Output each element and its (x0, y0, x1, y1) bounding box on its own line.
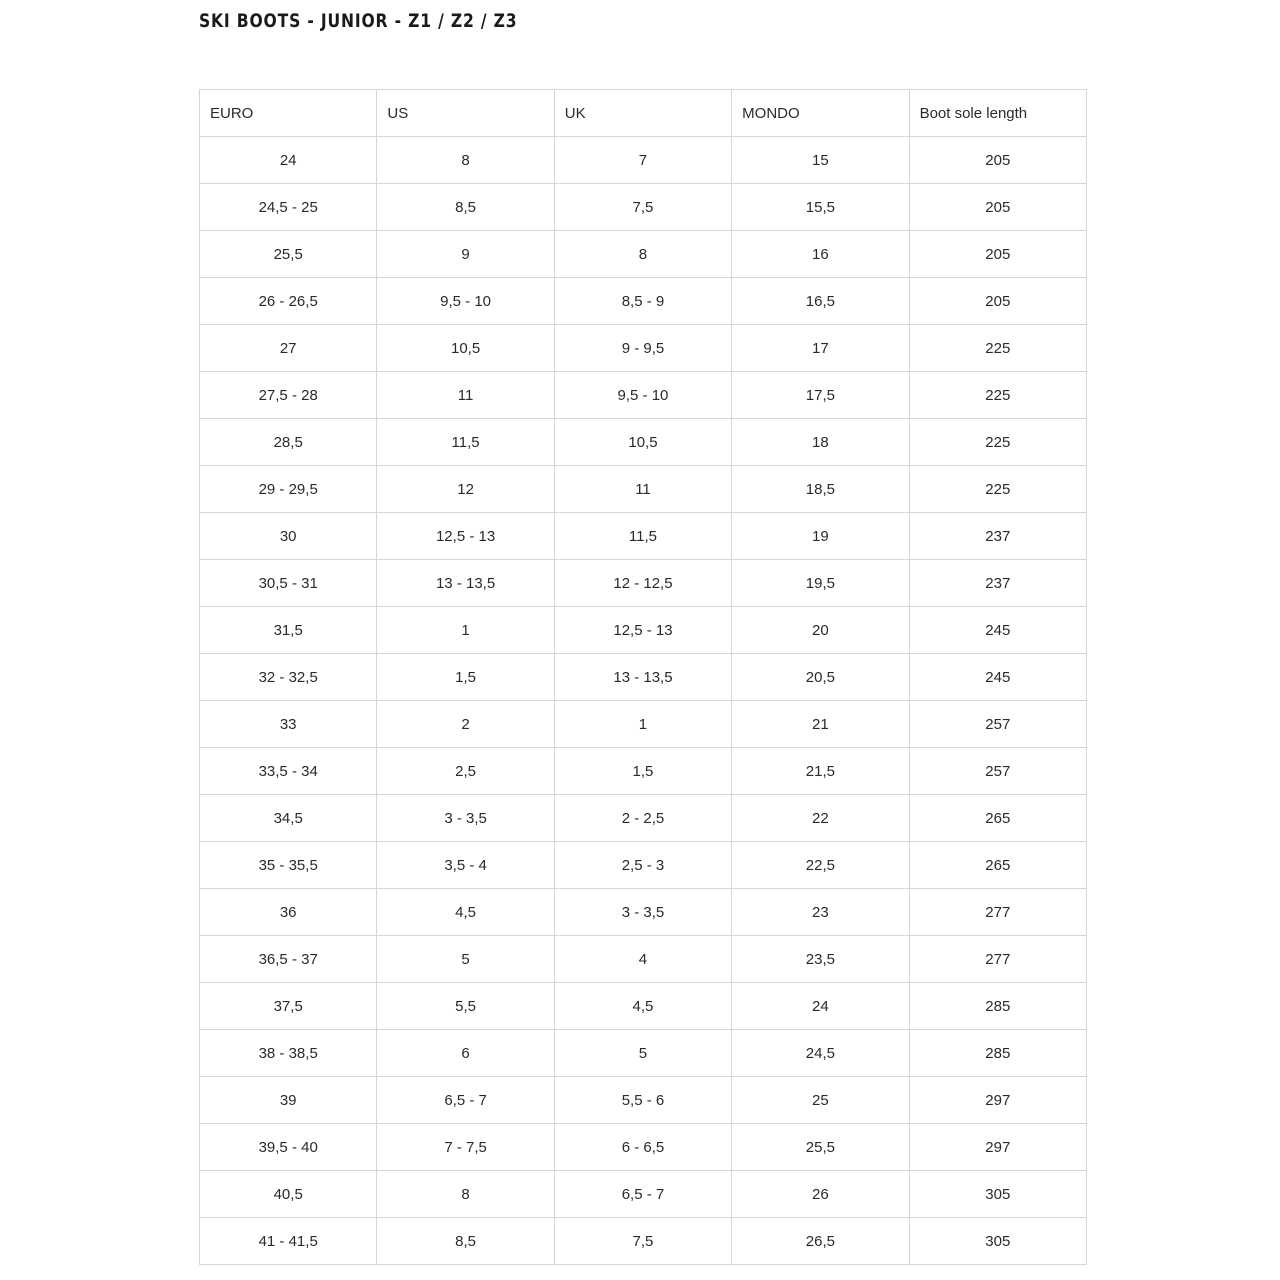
cell-uk: 7,5 (554, 184, 731, 231)
cell-mondo: 15 (732, 137, 909, 184)
header-mondo: MONDO (732, 90, 909, 137)
cell-us: 1,5 (377, 654, 554, 701)
cell-us: 8 (377, 1171, 554, 1218)
cell-uk: 4 (554, 936, 731, 983)
cell-euro: 40,5 (200, 1171, 377, 1218)
cell-euro: 36 (200, 889, 377, 936)
cell-uk: 2 - 2,5 (554, 795, 731, 842)
cell-boot-sole-length: 225 (909, 325, 1086, 372)
cell-mondo: 24 (732, 983, 909, 1030)
cell-us: 1 (377, 607, 554, 654)
cell-mondo: 18 (732, 419, 909, 466)
cell-mondo: 16,5 (732, 278, 909, 325)
table-row (200, 748, 1087, 795)
cell-euro: 30 (200, 513, 377, 560)
table-row (200, 184, 1087, 231)
cell-euro: 29 - 29,5 (200, 466, 377, 513)
cell-us: 12 (377, 466, 554, 513)
cell-euro: 33 (200, 701, 377, 748)
cell-uk: 8 (554, 231, 731, 278)
table-row (200, 1030, 1087, 1077)
table-row (200, 607, 1087, 654)
cell-uk: 3 - 3,5 (554, 889, 731, 936)
cell-us: 3,5 - 4 (377, 842, 554, 889)
cell-uk: 11 (554, 466, 731, 513)
cell-uk: 1 (554, 701, 731, 748)
cell-boot-sole-length: 305 (909, 1218, 1086, 1265)
cell-boot-sole-length: 205 (909, 278, 1086, 325)
cell-us: 12,5 - 13 (377, 513, 554, 560)
cell-euro: 24 (200, 137, 377, 184)
cell-mondo: 17,5 (732, 372, 909, 419)
cell-boot-sole-length: 245 (909, 654, 1086, 701)
cell-euro: 28,5 (200, 419, 377, 466)
cell-boot-sole-length: 245 (909, 607, 1086, 654)
cell-boot-sole-length: 257 (909, 748, 1086, 795)
cell-euro: 37,5 (200, 983, 377, 1030)
cell-boot-sole-length: 225 (909, 419, 1086, 466)
table-header-row (200, 90, 1087, 137)
cell-us: 4,5 (377, 889, 554, 936)
table-row (200, 795, 1087, 842)
cell-us: 8,5 (377, 1218, 554, 1265)
table-row (200, 137, 1087, 184)
header-boot-sole-length: Boot sole length (909, 90, 1086, 137)
cell-mondo: 22,5 (732, 842, 909, 889)
cell-euro: 30,5 - 31 (200, 560, 377, 607)
page-title: SKI BOOTS - JUNIOR - Z1 / Z2 / Z3 (199, 10, 518, 32)
cell-boot-sole-length: 265 (909, 842, 1086, 889)
cell-us: 2,5 (377, 748, 554, 795)
table-row (200, 1218, 1087, 1265)
cell-boot-sole-length: 277 (909, 889, 1086, 936)
cell-mondo: 20,5 (732, 654, 909, 701)
cell-us: 11,5 (377, 419, 554, 466)
cell-us: 8,5 (377, 184, 554, 231)
table-row (200, 560, 1087, 607)
table-row (200, 701, 1087, 748)
table-row (200, 278, 1087, 325)
cell-boot-sole-length: 305 (909, 1171, 1086, 1218)
table-row (200, 1171, 1087, 1218)
header-us: US (377, 90, 554, 137)
table-row (200, 513, 1087, 560)
cell-mondo: 21 (732, 701, 909, 748)
cell-uk: 2,5 - 3 (554, 842, 731, 889)
cell-euro: 33,5 - 34 (200, 748, 377, 795)
cell-us: 9 (377, 231, 554, 278)
cell-mondo: 26 (732, 1171, 909, 1218)
cell-mondo: 21,5 (732, 748, 909, 795)
table-row (200, 231, 1087, 278)
cell-uk: 5,5 - 6 (554, 1077, 731, 1124)
cell-us: 13 - 13,5 (377, 560, 554, 607)
cell-mondo: 20 (732, 607, 909, 654)
cell-mondo: 19 (732, 513, 909, 560)
cell-uk: 6 - 6,5 (554, 1124, 731, 1171)
cell-euro: 26 - 26,5 (200, 278, 377, 325)
cell-uk: 13 - 13,5 (554, 654, 731, 701)
cell-mondo: 23,5 (732, 936, 909, 983)
cell-uk: 7,5 (554, 1218, 731, 1265)
cell-uk: 6,5 - 7 (554, 1171, 731, 1218)
cell-us: 11 (377, 372, 554, 419)
cell-boot-sole-length: 225 (909, 466, 1086, 513)
table-body (200, 137, 1087, 1265)
cell-us: 6,5 - 7 (377, 1077, 554, 1124)
cell-euro: 27,5 - 28 (200, 372, 377, 419)
cell-boot-sole-length: 285 (909, 983, 1086, 1030)
cell-uk: 7 (554, 137, 731, 184)
cell-us: 7 - 7,5 (377, 1124, 554, 1171)
table-row (200, 842, 1087, 889)
cell-uk: 12 - 12,5 (554, 560, 731, 607)
table-row (200, 1124, 1087, 1171)
cell-euro: 36,5 - 37 (200, 936, 377, 983)
cell-euro: 32 - 32,5 (200, 654, 377, 701)
table-row (200, 983, 1087, 1030)
cell-uk: 9,5 - 10 (554, 372, 731, 419)
cell-us: 9,5 - 10 (377, 278, 554, 325)
cell-euro: 39,5 - 40 (200, 1124, 377, 1171)
cell-boot-sole-length: 205 (909, 184, 1086, 231)
cell-us: 10,5 (377, 325, 554, 372)
cell-boot-sole-length: 285 (909, 1030, 1086, 1077)
header-uk: UK (554, 90, 731, 137)
cell-mondo: 15,5 (732, 184, 909, 231)
size-chart-table (199, 89, 1087, 1265)
cell-us: 5,5 (377, 983, 554, 1030)
cell-boot-sole-length: 297 (909, 1077, 1086, 1124)
cell-uk: 5 (554, 1030, 731, 1077)
cell-boot-sole-length: 257 (909, 701, 1086, 748)
cell-mondo: 17 (732, 325, 909, 372)
cell-us: 6 (377, 1030, 554, 1077)
cell-us: 3 - 3,5 (377, 795, 554, 842)
table-row (200, 372, 1087, 419)
cell-uk: 1,5 (554, 748, 731, 795)
cell-euro: 41 - 41,5 (200, 1218, 377, 1265)
table-row (200, 325, 1087, 372)
cell-uk: 10,5 (554, 419, 731, 466)
cell-mondo: 26,5 (732, 1218, 909, 1265)
cell-mondo: 19,5 (732, 560, 909, 607)
cell-us: 5 (377, 936, 554, 983)
cell-boot-sole-length: 277 (909, 936, 1086, 983)
cell-euro: 34,5 (200, 795, 377, 842)
cell-boot-sole-length: 205 (909, 231, 1086, 278)
cell-boot-sole-length: 205 (909, 137, 1086, 184)
cell-boot-sole-length: 225 (909, 372, 1086, 419)
cell-us: 8 (377, 137, 554, 184)
table-row (200, 654, 1087, 701)
cell-mondo: 23 (732, 889, 909, 936)
cell-us: 2 (377, 701, 554, 748)
cell-euro: 31,5 (200, 607, 377, 654)
cell-boot-sole-length: 265 (909, 795, 1086, 842)
table-row (200, 889, 1087, 936)
cell-boot-sole-length: 237 (909, 560, 1086, 607)
cell-uk: 4,5 (554, 983, 731, 1030)
header-euro: EURO (200, 90, 377, 137)
table-row (200, 1077, 1087, 1124)
cell-mondo: 24,5 (732, 1030, 909, 1077)
cell-euro: 24,5 - 25 (200, 184, 377, 231)
cell-boot-sole-length: 297 (909, 1124, 1086, 1171)
cell-euro: 25,5 (200, 231, 377, 278)
cell-uk: 12,5 - 13 (554, 607, 731, 654)
cell-euro: 27 (200, 325, 377, 372)
cell-mondo: 16 (732, 231, 909, 278)
cell-mondo: 18,5 (732, 466, 909, 513)
cell-uk: 9 - 9,5 (554, 325, 731, 372)
cell-euro: 38 - 38,5 (200, 1030, 377, 1077)
table-row (200, 419, 1087, 466)
cell-boot-sole-length: 237 (909, 513, 1086, 560)
cell-mondo: 25,5 (732, 1124, 909, 1171)
table-row (200, 466, 1087, 513)
cell-uk: 8,5 - 9 (554, 278, 731, 325)
cell-euro: 39 (200, 1077, 377, 1124)
cell-euro: 35 - 35,5 (200, 842, 377, 889)
cell-mondo: 22 (732, 795, 909, 842)
table-row (200, 936, 1087, 983)
cell-mondo: 25 (732, 1077, 909, 1124)
cell-uk: 11,5 (554, 513, 731, 560)
